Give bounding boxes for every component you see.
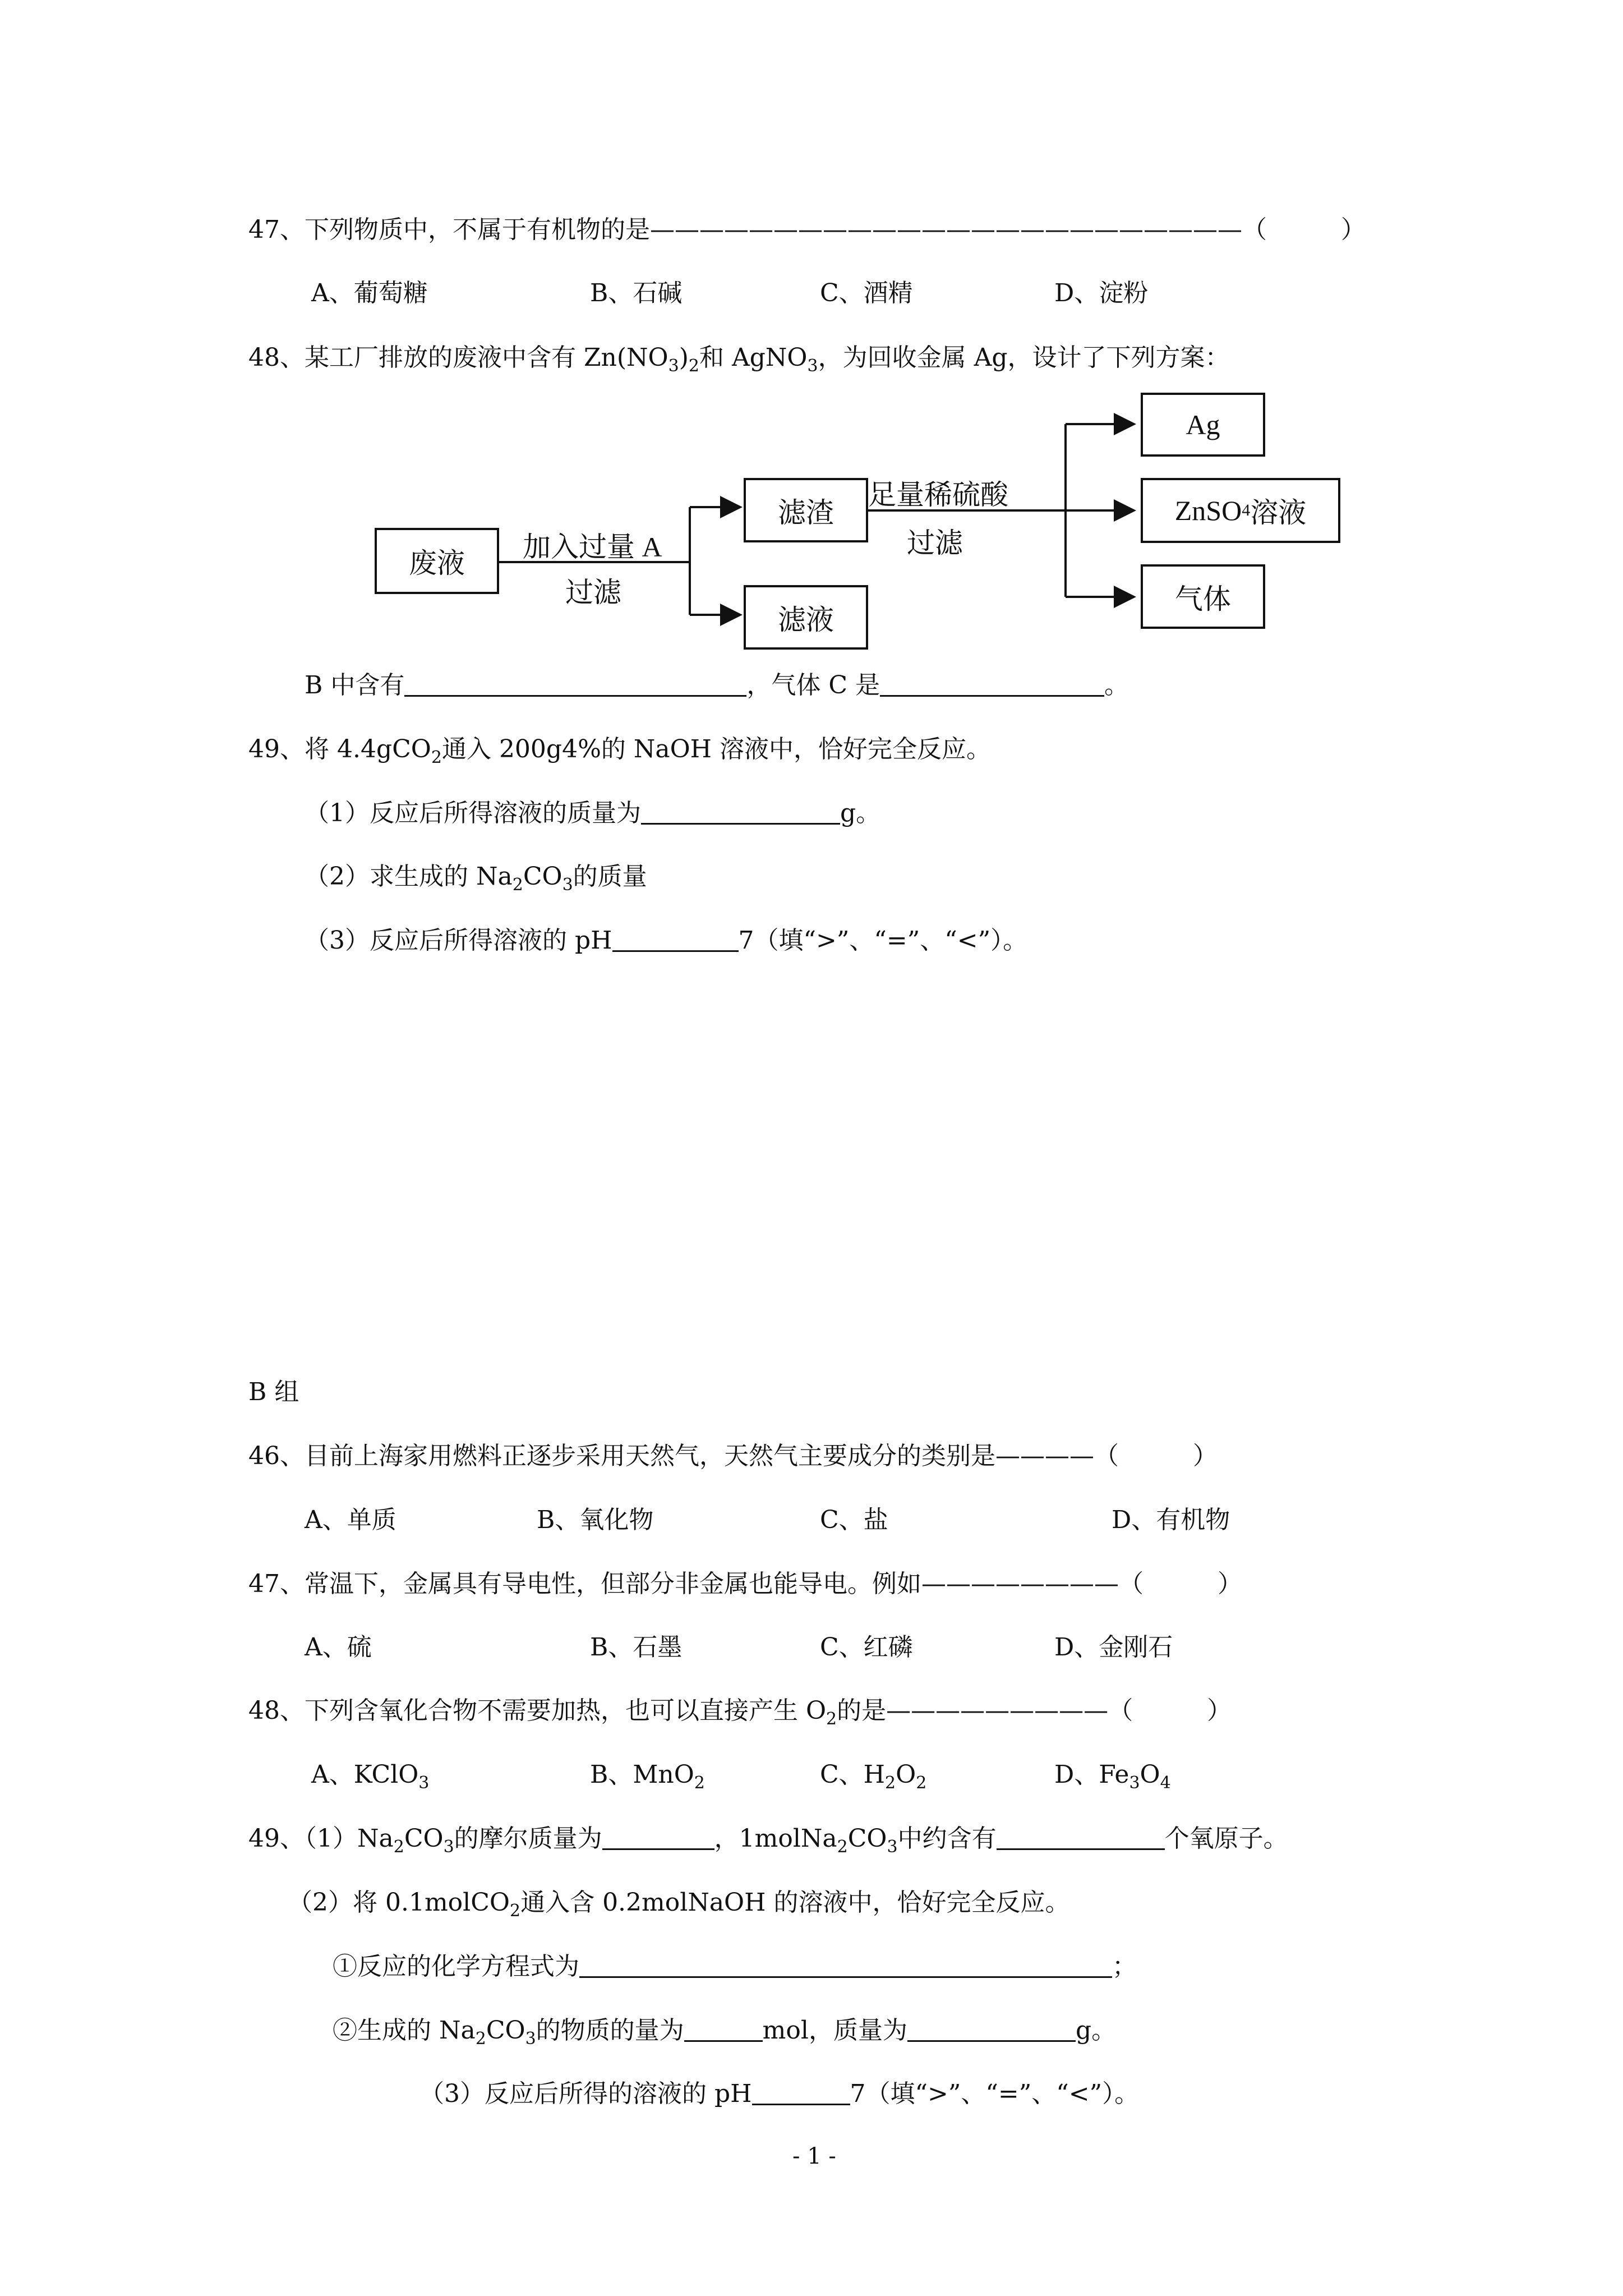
q46b-dashes: ———— (995, 1442, 1094, 1470)
q48a-stem-mid2: 和 AgNO (699, 343, 808, 372)
q49b-p2b-post: g。 (1075, 2016, 1117, 2045)
q49b-p2b-pre: ②生成的 Na (333, 2016, 476, 2045)
q49a-p2-post: 的质量 (573, 862, 647, 891)
q49b-p2a: ①反应的化学方程式为 (333, 1952, 579, 1981)
box-filtrate: 滤液 (744, 585, 868, 650)
znso4-formula: ZnSO (1174, 495, 1242, 526)
label-step1-bottom: 过滤 (565, 577, 621, 608)
q48a-stem-pre: 48、某工厂排放的废液中含有 Zn(NO (248, 343, 668, 372)
q49a-p3-post: 7（填“>”、“=”、“<”）。 (738, 926, 1028, 955)
group-b-title: B 组 (248, 1378, 299, 1406)
label-step1-top: 加入过量 A (523, 531, 662, 563)
q48b-opt-c2: O (896, 1760, 916, 1789)
blank-solution-mass[interactable] (641, 798, 840, 825)
flow-arrows (0, 0, 1623, 673)
q49a-p2-mid: CO (523, 862, 562, 891)
q48b-option-a: A、KClO$_3$ (311, 1760, 430, 1793)
blank-ph-b[interactable] (752, 2079, 850, 2105)
blank-equation[interactable] (579, 1952, 1112, 1978)
q46b-option-d: D、有机物 (1112, 1506, 1230, 1534)
q48b-opt-b: B、MnO (590, 1760, 694, 1789)
q49b-part2: （2）将 0.1molCO$_2$通入含 0.2molNaOH 的溶液中，恰好完全反应。 (288, 1888, 1070, 1921)
q47b-paren: （ ） (1119, 1570, 1242, 1598)
q49a-p1-post: g。 (840, 799, 881, 827)
q47a-option-c: C、酒精 (820, 279, 913, 307)
blank-moles[interactable] (684, 2016, 763, 2042)
q49b-p1-mid2: ，1molNa (714, 1824, 837, 1853)
q49a-p1-pre: （1）反应后所得溶液的质量为 (305, 799, 641, 827)
q48b-option-c: C、$H_2O_2$ (820, 1760, 927, 1793)
blank-oxygen-atoms[interactable] (997, 1824, 1165, 1850)
q47a-option-a: A、葡萄糖 (311, 279, 428, 307)
q47b-option-b: B、石墨 (590, 1633, 683, 1662)
blank-mass[interactable] (907, 2016, 1076, 2042)
q47a-option-d: D、淀粉 (1054, 279, 1149, 307)
q49a-part2: （2）求生成的 $Na_2CO_3$的质量 (305, 862, 647, 895)
q48b-option-b: B、MnO$_2$ (590, 1760, 705, 1793)
q46b-text: 46、目前上海家用燃料正逐步采用天然气，天然气主要成分的类别是 (248, 1442, 995, 1470)
blank-b-contents[interactable] (404, 670, 746, 697)
q49b-p2b-co: CO (486, 2016, 525, 2045)
q48b-stem-pre: 48、下列含氧化合物不需要加热，也可以直接产生 O (248, 1696, 827, 1725)
q49b-p1-mid3: 中约含有 (897, 1824, 997, 1853)
q49b-part1: 49、$(1)Na_2CO_3$的摩尔质量为 ，$1molNa_2CO_3$中约含有 个氧原子。 (248, 1824, 1288, 1857)
q48b-paren: （ ） (1108, 1696, 1232, 1725)
q47b-stem (248, 1567, 1242, 1601)
q48b-stem: 48、下列含氧化合物不需要加热，也可以直接产生 $O_2$的是—————————（ ） (248, 1696, 1232, 1729)
q47a-paren: （ ） (1242, 215, 1366, 244)
q48b-opt-a: A、KClO (311, 1760, 419, 1789)
q49b-p2b-mid2: mol，质量为 (762, 2016, 907, 2045)
q46b-option-a: A、单质 (305, 1506, 396, 1534)
blank-molar-mass[interactable] (602, 1824, 714, 1850)
q48a-blank-post: 。 (1104, 671, 1129, 700)
q47b-option-a: A、硫 (305, 1633, 372, 1662)
q48a-stem: 48、某工厂排放的废液中含有 $Zn(NO_3)_2$和 AgNO$_3$，为回收金属 Ag，设计了下列方案： (248, 343, 1230, 376)
q49b-p3-pre: （3）反应后所得的溶液的 pH (419, 2079, 752, 2108)
blank-gas-c[interactable] (880, 670, 1104, 697)
q47b-dashes: ———————— (921, 1570, 1119, 1598)
q47a-dashes: ———————————————————————— (650, 215, 1242, 244)
q49b-part3 (419, 2077, 1139, 2111)
q48b-opt-d1: D、Fe (1054, 1760, 1129, 1789)
q49b-part2b: ②生成的 $Na_2CO_3$的物质的量为 mol，质量为 g。 (333, 2016, 1117, 2049)
box-waste: 废液 (375, 528, 499, 594)
q49b-p2-pre: （2）将 0.1molCO (288, 1888, 510, 1917)
page-number: - 1 - (792, 2143, 836, 2169)
blank-ph[interactable] (612, 926, 739, 952)
q49a-stem-post: 通入 200g4%的 NaOH 溶液中，恰好完全反应。 (441, 735, 992, 763)
q49b-p1-pre: 49、（1）Na (248, 1824, 394, 1853)
q47b-text: 47、常温下，金属具有导电性，但部分非金属也能导电。例如 (248, 1570, 921, 1598)
q49b-p1-mid: 的摩尔质量为 (454, 1824, 602, 1853)
q49b-p1-co2: CO (847, 1824, 887, 1853)
q46b-paren: （ ） (1094, 1442, 1218, 1470)
q48a-blanks (305, 669, 1129, 702)
q46b-stem (248, 1439, 1218, 1473)
label-step2-bottom: 过滤 (907, 527, 963, 559)
box-residue: 滤渣 (744, 478, 868, 542)
q47a-text: 47、下列物质中，不属于有机物的是 (248, 215, 650, 244)
q49a-part3 (305, 924, 1027, 958)
q48a-stem-mid: ) (679, 343, 689, 372)
q48a-blank-pre: B 中含有 (305, 671, 405, 700)
q49b-part2a (333, 1950, 1137, 1984)
q48b-dashes: ————————— (886, 1696, 1109, 1725)
q46b-option-b: B、氧化物 (537, 1506, 654, 1534)
q48b-option-d: D、$Fe_3O_4$ (1054, 1760, 1171, 1793)
q49b-p1-co: CO (404, 1824, 444, 1853)
q47b-option-c: C、红磷 (820, 1633, 913, 1662)
q48b-opt-c1: C、H (820, 1760, 886, 1789)
q49b-p2b-mid: 的物质的量为 (536, 2016, 684, 2045)
q49b-p2-post: 通入含 0.2molNaOH 的溶液中，恰好完全反应。 (520, 1888, 1070, 1917)
q48a-stem-post: ，为回收金属 Ag，设计了下列方案： (818, 343, 1230, 372)
q47a-option-b: B、石碱 (590, 279, 683, 307)
q49a-stem: 49、将 4.4gCO$_2$通入 200g4%的 NaOH 溶液中，恰好完全反应。 (248, 735, 992, 767)
q46b-option-c: C、盐 (820, 1506, 888, 1534)
box-gas: 气体 (1141, 564, 1265, 629)
box-ag: Ag (1141, 393, 1265, 457)
q47b-option-d: D、金刚石 (1054, 1633, 1173, 1662)
label-step2-top: 足量稀硫酸 (868, 479, 1008, 510)
q48b-opt-d2: O (1140, 1760, 1160, 1789)
q48a-blank-mid: ，气体 C 是 (746, 671, 880, 700)
q49a-part1 (305, 797, 880, 830)
q48b-stem-post: 的是 (837, 1696, 887, 1725)
box-znso4: ZnSO 4 溶液 (1141, 478, 1340, 543)
q49a-stem-pre: 49、将 4.4gCO (248, 735, 431, 763)
q49a-p3-pre: （3）反应后所得溶液的 pH (305, 926, 612, 955)
q49b-p3-post: 7（填“>”、“=”、“<”）。 (850, 2079, 1140, 2108)
znso4-suffix: 溶液 (1250, 497, 1307, 528)
q49b-p2a-post: ； (1112, 1952, 1137, 1981)
q49a-p2-pre: （2）求生成的 Na (305, 862, 513, 891)
q49b-p1-post: 个氧原子。 (1164, 1824, 1288, 1853)
